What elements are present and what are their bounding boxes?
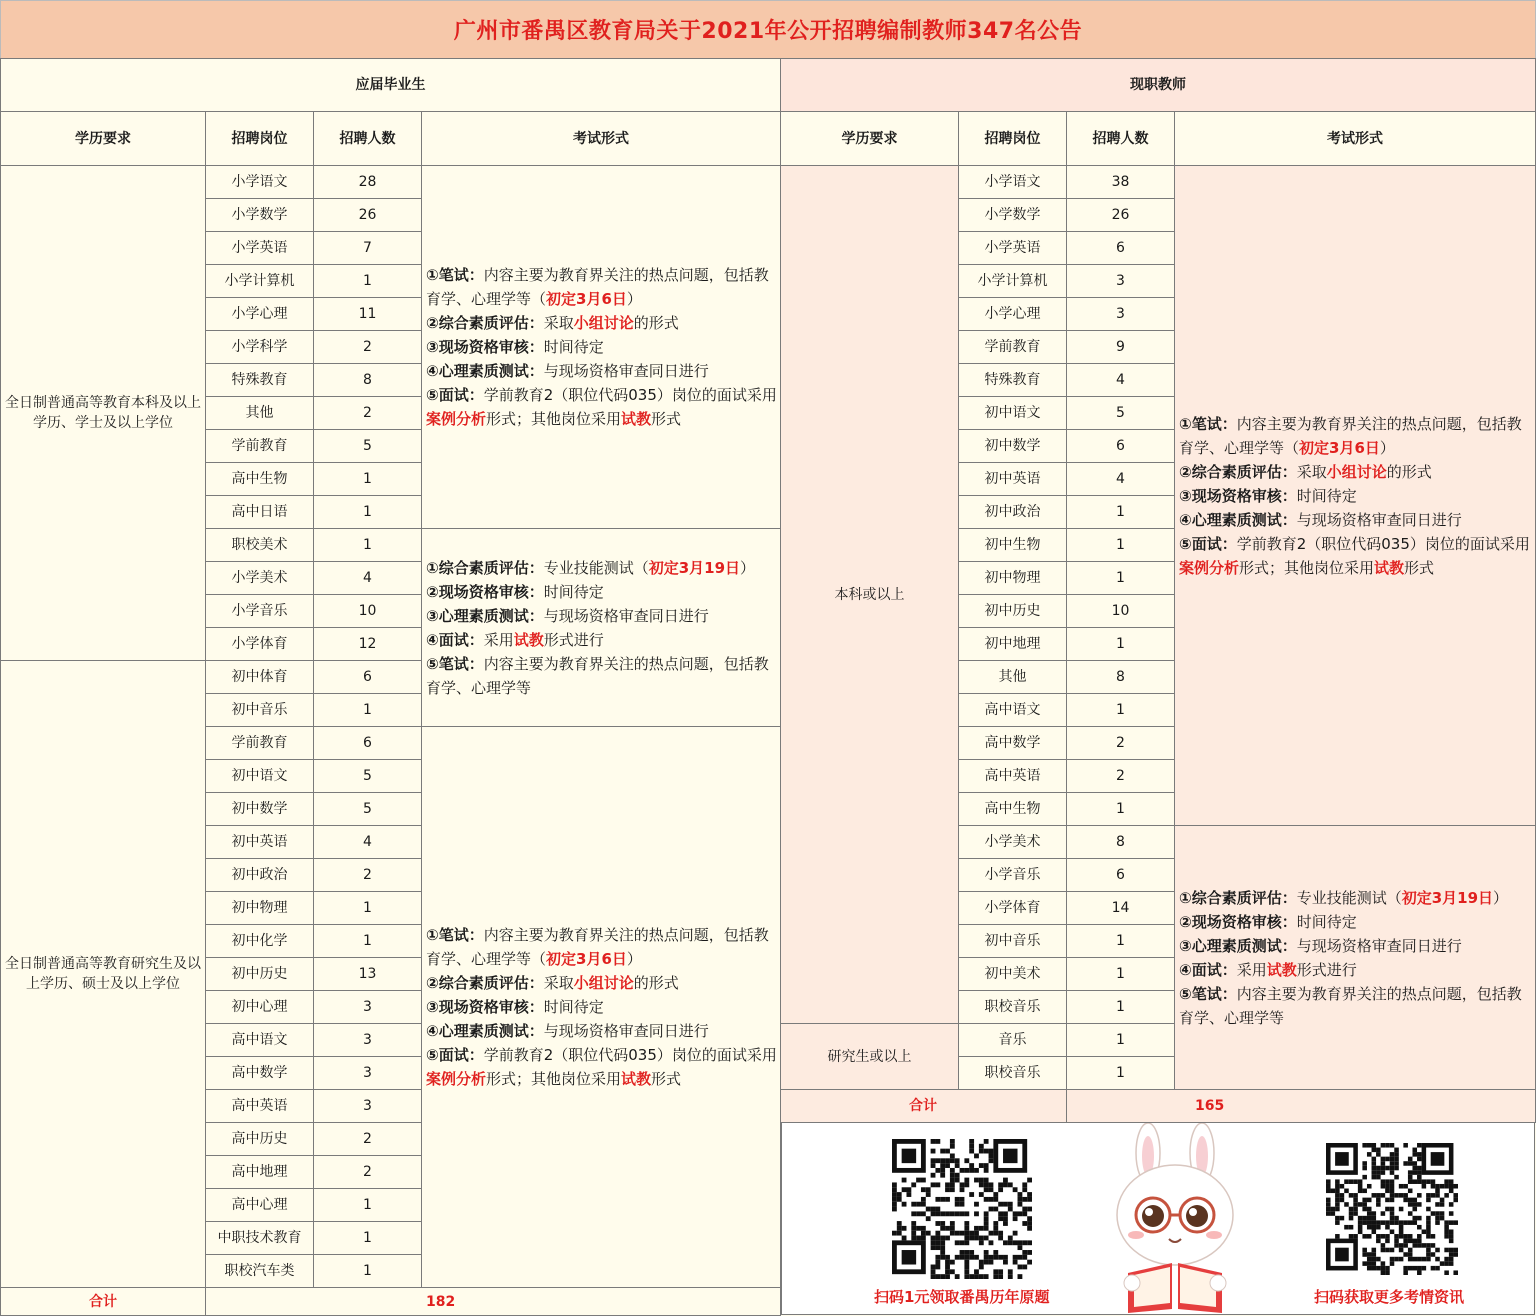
exam-text-fragment: 形式；其他岗位采用 xyxy=(1239,558,1375,577)
post-cell: 特殊教育 xyxy=(959,364,1067,397)
count-cell: 8 xyxy=(1067,661,1175,694)
exam-text-fragment: ⑤笔试： xyxy=(1179,984,1237,1003)
post-cell: 小学计算机 xyxy=(959,265,1067,298)
exam-text-fragment: 内容主要为教育界关注的热点问题，包括教育学、心理学等（ xyxy=(1179,414,1522,457)
exam-text-fragment: 案例分析 xyxy=(426,410,487,428)
post-cell: 初中历史 xyxy=(206,958,314,991)
post-cell: 小学数学 xyxy=(959,199,1067,232)
exam-text-fragment: 形式进行 xyxy=(1296,960,1357,979)
exam-text-fragment: 形式；其他岗位采用 xyxy=(486,410,622,428)
count-cell: 10 xyxy=(1067,595,1175,628)
post-cell: 初中物理 xyxy=(959,562,1067,595)
count-cell: 6 xyxy=(1067,859,1175,892)
post-cell: 初中英语 xyxy=(959,463,1067,496)
exam-text-fragment: 形式 xyxy=(651,1070,682,1088)
post-cell: 初中化学 xyxy=(206,925,314,958)
current-teachers-table xyxy=(780,58,1536,1123)
post-cell: 小学音乐 xyxy=(206,595,314,628)
rabbit-mascot-icon xyxy=(1100,1123,1250,1315)
exam-text-fragment: 小组讨论 xyxy=(573,314,634,332)
count-cell: 2 xyxy=(314,1156,422,1189)
total-label: 合计 xyxy=(781,1090,1067,1123)
exam-text-fragment: 内容主要为教育界关注的热点问题，包括教育学、心理学等 xyxy=(426,654,769,697)
exam-text-fragment: 学前教育2（职位代码035）岗位的面试采用 xyxy=(483,386,777,404)
count-cell: 8 xyxy=(1067,826,1175,859)
post-cell: 中职技术教育 xyxy=(206,1222,314,1255)
count-cell: 4 xyxy=(314,826,422,859)
count-cell: 1 xyxy=(1067,991,1175,1024)
count-cell: 1 xyxy=(1067,1057,1175,1090)
count-cell: 6 xyxy=(314,727,422,760)
count-cell: 26 xyxy=(1067,199,1175,232)
post-cell: 特殊教育 xyxy=(206,364,314,397)
count-cell: 1 xyxy=(1067,496,1175,529)
post-cell: 初中英语 xyxy=(206,826,314,859)
count-cell: 38 xyxy=(1067,166,1175,199)
post-cell: 高中数学 xyxy=(959,727,1067,760)
exam-text-fragment: 时间待定 xyxy=(543,582,604,601)
post-cell: 高中英语 xyxy=(959,760,1067,793)
exam-text-fragment: 时间待定 xyxy=(543,338,604,356)
count-cell: 2 xyxy=(314,859,422,892)
exam-text-fragment: ①笔试： xyxy=(426,266,484,284)
post-cell: 高中语文 xyxy=(206,1024,314,1057)
exam-format-cell xyxy=(1175,166,1536,826)
exam-text-fragment: 内容主要为教育界关注的热点问题，包括教育学、心理学等（ xyxy=(426,266,769,308)
exam-text-fragment: 与现场资格审查同日进行 xyxy=(1296,936,1462,955)
promo-panel xyxy=(781,1122,1535,1315)
count-cell: 14 xyxy=(1067,892,1175,925)
column-header: 考试形式 xyxy=(422,112,781,166)
count-cell: 2 xyxy=(314,397,422,430)
exam-text-fragment: 学前教育2（职位代码035）岗位的面试采用 xyxy=(483,1046,777,1064)
exam-text-fragment: 形式进行 xyxy=(543,630,604,649)
exam-text-fragment: ） xyxy=(740,558,756,577)
count-cell: 5 xyxy=(314,430,422,463)
exam-text-fragment: 试教 xyxy=(1266,960,1297,979)
count-cell: 1 xyxy=(1067,562,1175,595)
exam-text-fragment: 小组讨论 xyxy=(1326,462,1387,481)
count-cell: 4 xyxy=(314,562,422,595)
count-cell: 1 xyxy=(1067,793,1175,826)
post-cell: 小学语文 xyxy=(206,166,314,199)
exam-text-fragment: ①笔试： xyxy=(1179,414,1237,433)
exam-text-fragment: ②综合素质评估： xyxy=(1179,462,1297,481)
exam-text-fragment: ⑤面试： xyxy=(1179,534,1237,553)
total-label: 合计 xyxy=(1,1288,206,1316)
exam-text-fragment: ⑤面试： xyxy=(426,386,484,404)
post-cell: 学前教育 xyxy=(206,430,314,463)
post-cell: 初中音乐 xyxy=(206,694,314,727)
post-cell: 学前教育 xyxy=(206,727,314,760)
count-cell: 1 xyxy=(314,529,422,562)
exam-text-fragment: ⑤面试： xyxy=(426,1046,484,1064)
post-cell: 初中政治 xyxy=(959,496,1067,529)
count-cell: 12 xyxy=(314,628,422,661)
post-cell: 高中数学 xyxy=(206,1057,314,1090)
section-title: 现职教师 xyxy=(781,59,1536,112)
count-cell: 2 xyxy=(314,331,422,364)
count-cell: 26 xyxy=(314,199,422,232)
qr-caption-left: 扫码1元领取番禺历年原题 xyxy=(874,1288,1050,1306)
exam-text-fragment: ①综合素质评估： xyxy=(426,558,544,577)
exam-text-fragment: 采取 xyxy=(543,974,574,992)
exam-text-fragment: 时间待定 xyxy=(543,998,604,1016)
column-header: 招聘岗位 xyxy=(206,112,314,166)
exam-format-cell xyxy=(422,727,781,1288)
count-cell: 1 xyxy=(314,1255,422,1288)
post-cell: 职校汽车类 xyxy=(206,1255,314,1288)
exam-text-fragment: ②综合素质评估： xyxy=(426,314,544,332)
count-cell: 1 xyxy=(1067,694,1175,727)
exam-text-fragment: ） xyxy=(626,950,642,968)
total-value: 182 xyxy=(206,1288,781,1316)
section-title: 应届毕业生 xyxy=(1,59,781,112)
count-cell: 5 xyxy=(1067,397,1175,430)
post-cell: 高中生物 xyxy=(206,463,314,496)
count-cell: 3 xyxy=(1067,265,1175,298)
exam-text-fragment: 采用 xyxy=(483,630,514,649)
post-cell: 小学美术 xyxy=(959,826,1067,859)
exam-text-fragment: 初定3月19日 xyxy=(648,558,741,577)
education-requirement: 本科或以上 xyxy=(781,166,959,1024)
exam-text-fragment: ②综合素质评估： xyxy=(426,974,544,992)
count-cell: 2 xyxy=(1067,760,1175,793)
column-header: 学历要求 xyxy=(781,112,959,166)
total-value: 165 xyxy=(1067,1090,1536,1123)
count-cell: 3 xyxy=(314,1090,422,1123)
exam-text-fragment: 的形式 xyxy=(1386,462,1432,481)
exam-text-fragment: ③现场资格审核： xyxy=(1179,486,1297,505)
post-cell: 初中心理 xyxy=(206,991,314,1024)
post-cell: 职校美术 xyxy=(206,529,314,562)
count-cell: 1 xyxy=(314,265,422,298)
post-cell: 其他 xyxy=(206,397,314,430)
column-header: 考试形式 xyxy=(1175,112,1536,166)
column-header: 招聘人数 xyxy=(314,112,422,166)
exam-format-cell xyxy=(422,166,781,529)
exam-text-fragment: 时间待定 xyxy=(1296,486,1357,505)
exam-text-fragment: 小组讨论 xyxy=(573,974,634,992)
exam-text-fragment: ④心理素质测试： xyxy=(426,362,544,380)
count-cell: 1 xyxy=(1067,1024,1175,1057)
count-cell: 1 xyxy=(314,463,422,496)
post-cell: 小学美术 xyxy=(206,562,314,595)
exam-text-fragment: 与现场资格审查同日进行 xyxy=(1296,510,1462,529)
post-cell: 初中数学 xyxy=(959,430,1067,463)
exam-text-fragment: 初定3月6日 xyxy=(546,950,627,968)
post-cell: 其他 xyxy=(959,661,1067,694)
exam-text-fragment: ②现场资格审核： xyxy=(1179,912,1297,931)
exam-text-fragment: 试教 xyxy=(513,630,544,649)
post-cell: 初中生物 xyxy=(959,529,1067,562)
exam-text-fragment: 的形式 xyxy=(633,974,679,992)
exam-text-fragment: 专业技能测试（ xyxy=(1296,888,1402,907)
count-cell: 1 xyxy=(314,694,422,727)
post-cell: 初中体育 xyxy=(206,661,314,694)
post-cell: 初中语文 xyxy=(959,397,1067,430)
count-cell: 4 xyxy=(1067,364,1175,397)
post-cell: 职校音乐 xyxy=(959,1057,1067,1090)
exam-text-fragment: 的形式 xyxy=(633,314,679,332)
post-cell: 小学语文 xyxy=(959,166,1067,199)
count-cell: 28 xyxy=(314,166,422,199)
exam-text-fragment: 采取 xyxy=(1296,462,1327,481)
column-header: 招聘人数 xyxy=(1067,112,1175,166)
exam-text-fragment: 内容主要为教育界关注的热点问题，包括教育学、心理学等 xyxy=(1179,984,1522,1027)
qr-code-icon[interactable] xyxy=(892,1139,1032,1279)
exam-text-fragment: ①笔试： xyxy=(426,926,484,944)
exam-text-fragment: 专业技能测试（ xyxy=(543,558,649,577)
post-cell: 初中物理 xyxy=(206,892,314,925)
post-cell: 音乐 xyxy=(959,1024,1067,1057)
count-cell: 3 xyxy=(314,1024,422,1057)
post-cell: 学前教育 xyxy=(959,331,1067,364)
post-cell: 初中语文 xyxy=(206,760,314,793)
exam-text-fragment: 形式 xyxy=(651,410,682,428)
post-cell: 小学英语 xyxy=(959,232,1067,265)
count-cell: 6 xyxy=(1067,430,1175,463)
post-cell: 初中数学 xyxy=(206,793,314,826)
post-cell: 初中历史 xyxy=(959,595,1067,628)
exam-text-fragment: ④面试： xyxy=(426,630,484,649)
exam-text-fragment: ③心理素质测试： xyxy=(1179,936,1297,955)
count-cell: 7 xyxy=(314,232,422,265)
count-cell: 1 xyxy=(1067,628,1175,661)
count-cell: 6 xyxy=(314,661,422,694)
exam-text-fragment: 试教 xyxy=(621,410,652,428)
exam-text-fragment: ①综合素质评估： xyxy=(1179,888,1297,907)
post-cell: 小学科学 xyxy=(206,331,314,364)
exam-text-fragment: ④面试： xyxy=(1179,960,1237,979)
count-cell: 5 xyxy=(314,760,422,793)
exam-text-fragment: 试教 xyxy=(1374,558,1405,577)
post-cell: 高中地理 xyxy=(206,1156,314,1189)
post-cell: 小学体育 xyxy=(959,892,1067,925)
exam-text-fragment: ④心理素质测试： xyxy=(426,1022,544,1040)
count-cell: 6 xyxy=(1067,232,1175,265)
post-cell: 高中语文 xyxy=(959,694,1067,727)
exam-text-fragment: ③现场资格审核： xyxy=(426,338,544,356)
exam-text-fragment: 内容主要为教育界关注的热点问题，包括教育学、心理学等（ xyxy=(426,926,769,968)
count-cell: 5 xyxy=(314,793,422,826)
exam-text-fragment: ） xyxy=(626,290,642,308)
exam-text-fragment: 初定3月6日 xyxy=(1299,438,1380,457)
exam-text-fragment: ③心理素质测试： xyxy=(426,606,544,625)
post-cell: 高中历史 xyxy=(206,1123,314,1156)
count-cell: 2 xyxy=(314,1123,422,1156)
count-cell: 4 xyxy=(1067,463,1175,496)
post-cell: 初中地理 xyxy=(959,628,1067,661)
count-cell: 1 xyxy=(314,925,422,958)
exam-text-fragment: ②现场资格审核： xyxy=(426,582,544,601)
qr-caption-right: 扫码获取更多考情资讯 xyxy=(1314,1288,1465,1306)
count-cell: 1 xyxy=(314,892,422,925)
count-cell: 9 xyxy=(1067,331,1175,364)
count-cell: 8 xyxy=(314,364,422,397)
fresh-graduates-table xyxy=(0,58,781,1316)
exam-text-fragment: ③现场资格审核： xyxy=(426,998,544,1016)
count-cell: 2 xyxy=(1067,727,1175,760)
count-cell: 1 xyxy=(1067,529,1175,562)
count-cell: 3 xyxy=(314,1057,422,1090)
exam-text-fragment: 形式 xyxy=(1404,558,1435,577)
post-cell: 小学数学 xyxy=(206,199,314,232)
count-cell: 10 xyxy=(314,595,422,628)
post-cell: 高中生物 xyxy=(959,793,1067,826)
exam-text-fragment: ⑤笔试： xyxy=(426,654,484,673)
exam-text-fragment: ） xyxy=(1493,888,1509,907)
exam-text-fragment: ） xyxy=(1379,438,1395,457)
education-requirement: 全日制普通高等教育研究生及以上学历、硕士及以上学位 xyxy=(1,661,206,1288)
post-cell: 小学英语 xyxy=(206,232,314,265)
post-cell: 小学心理 xyxy=(959,298,1067,331)
exam-text-fragment: 采用 xyxy=(1236,960,1267,979)
exam-text-fragment: 初定3月6日 xyxy=(546,290,627,308)
column-header: 学历要求 xyxy=(1,112,206,166)
count-cell: 1 xyxy=(1067,958,1175,991)
education-requirement: 研究生或以上 xyxy=(781,1024,959,1090)
exam-text-fragment: 采取 xyxy=(543,314,574,332)
count-cell: 3 xyxy=(1067,298,1175,331)
exam-format-cell xyxy=(1175,826,1536,1090)
exam-text-fragment: 时间待定 xyxy=(1296,912,1357,931)
exam-text-fragment: 案例分析 xyxy=(426,1070,487,1088)
post-cell: 小学计算机 xyxy=(206,265,314,298)
count-cell: 1 xyxy=(314,496,422,529)
exam-text-fragment: 与现场资格审查同日进行 xyxy=(543,362,709,380)
post-cell: 职校音乐 xyxy=(959,991,1067,1024)
page-title: 广州市番禺区教育局关于2021年公开招聘编制教师347名公告 xyxy=(0,0,1536,59)
exam-text-fragment: 案例分析 xyxy=(1179,558,1240,577)
post-cell: 初中音乐 xyxy=(959,925,1067,958)
post-cell: 小学心理 xyxy=(206,298,314,331)
post-cell: 高中日语 xyxy=(206,496,314,529)
post-cell: 初中美术 xyxy=(959,958,1067,991)
exam-text-fragment: 与现场资格审查同日进行 xyxy=(543,1022,709,1040)
post-cell: 初中政治 xyxy=(206,859,314,892)
exam-text-fragment: 学前教育2（职位代码035）岗位的面试采用 xyxy=(1236,534,1530,553)
count-cell: 1 xyxy=(1067,925,1175,958)
exam-text-fragment: 试教 xyxy=(621,1070,652,1088)
post-cell: 高中心理 xyxy=(206,1189,314,1222)
column-header: 招聘岗位 xyxy=(959,112,1067,166)
exam-text-fragment: 形式；其他岗位采用 xyxy=(486,1070,622,1088)
count-cell: 11 xyxy=(314,298,422,331)
post-cell: 小学音乐 xyxy=(959,859,1067,892)
count-cell: 3 xyxy=(314,991,422,1024)
count-cell: 1 xyxy=(314,1222,422,1255)
exam-text-fragment: 初定3月19日 xyxy=(1401,888,1494,907)
post-cell: 高中英语 xyxy=(206,1090,314,1123)
count-cell: 13 xyxy=(314,958,422,991)
exam-text-fragment: 与现场资格审查同日进行 xyxy=(543,606,709,625)
post-cell: 小学体育 xyxy=(206,628,314,661)
exam-text-fragment: ④心理素质测试： xyxy=(1179,510,1297,529)
qr-code-icon[interactable] xyxy=(1326,1143,1458,1275)
education-requirement: 全日制普通高等教育本科及以上学历、学士及以上学位 xyxy=(1,166,206,661)
exam-format-cell xyxy=(422,529,781,727)
count-cell: 1 xyxy=(314,1189,422,1222)
